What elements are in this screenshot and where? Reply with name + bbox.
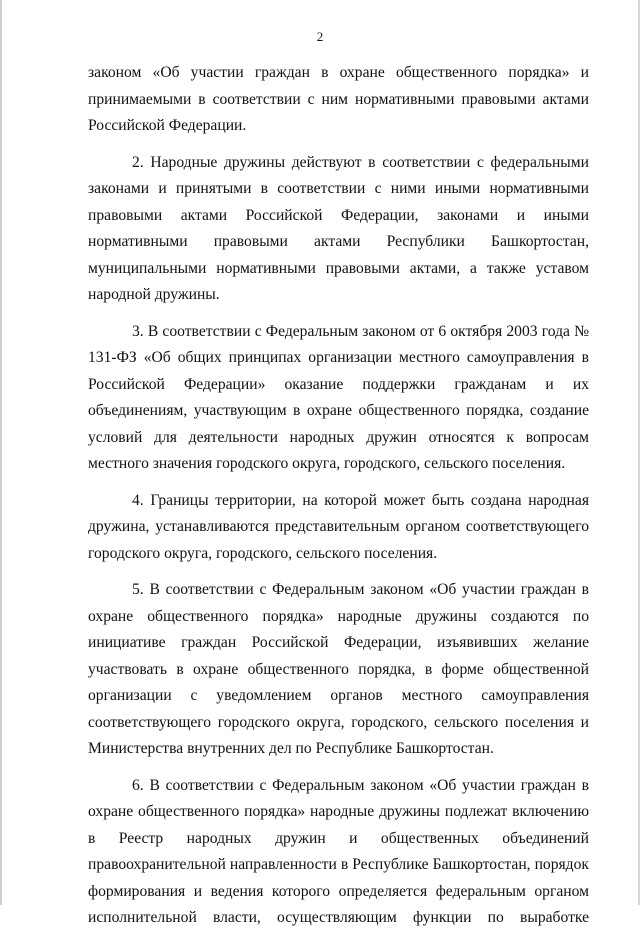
paragraph-continuation: законом «Об участии граждан в охране общественного порядка» и принимаемыми в соответствии с ним нормативными правовыми актами Российской Федерации. (88, 64, 589, 134)
paragraph-4: 4. Границы территории, на которой может быть создана народная дружина, устанавливаются представительным органом соответствующего городского округа, городского, сельского поселения. (88, 491, 589, 562)
document-body (88, 60, 589, 932)
paragraph-2: 2. Народные дружины действуют в соответствии с федеральными законами и принятыми в соответствии с ними иными нормативными правовыми актами Российской Федерации, законами и иными нормативными правовыми актами Республики Башкортостан, муниципальными нормативными правовыми актами, а также уставом народной дружины. (88, 153, 589, 303)
paragraph-5: 5. В соответствии с Федеральным законом «Об участии граждан в охране общественного порядка» народные дружины создаются по инициативе граждан Российской Федерации, изъявивших желание участвовать в охране общественного порядка, в форме общественной организации с уведомлением органов местного самоуправления соответствующего городского округа, городского, сельского поселения и Министерства внутренних дел по Республике Башкортостан. (88, 581, 589, 757)
page-number: 2 (316, 29, 324, 44)
paragraph-6: 6. В соответствии с Федеральным законом «Об участии граждан в охране общественного порядка» народные дружины подлежат включению в Реестр народных дружин и общественных объединений правоохранительной направленности в Республике Башкортостан, порядок формирования и ведения которого определяется федеральным органом исполнительной власти, осуществляющим функции по выработке (88, 776, 589, 926)
scan-edge-left (0, 0, 2, 905)
paragraph-3: 3. В соответствии с Федеральным законом от 6 октября 2003 года № 131-ФЗ «Об общих принципах организации местного самоуправления в Российской Федерации» оказание поддержки гражданам и их объединениям, участвующим в охране общественного порядка, создание условий для деятельности народных дружин относятся к вопросам местного значения городского округа, городского, сельского поселения. (88, 322, 589, 472)
